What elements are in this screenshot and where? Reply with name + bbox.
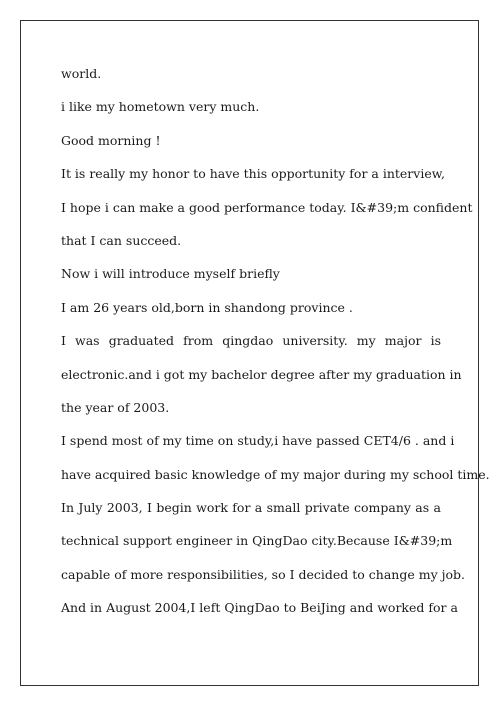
text-line: I am 26 years old,born in shandong province . bbox=[61, 299, 353, 315]
text-line: technical support engineer in QingDao city.Because I&#39;m bbox=[61, 533, 453, 549]
text-line: that I can succeed. bbox=[61, 232, 182, 248]
text-line: In July 2003, I begin work for a small private company as a bbox=[61, 500, 441, 516]
text-line: Now i will introduce myself briefly bbox=[61, 266, 280, 282]
text-line: And in August 2004,I left QingDao to BeiJing and worked for a bbox=[61, 600, 458, 616]
text-line: capable of more responsibilities, so I decided to change my job. bbox=[61, 566, 465, 582]
text-line: I hope i can make a good performance today. I&#39;m confident bbox=[61, 199, 473, 215]
document-body bbox=[61, 64, 490, 632]
text-line: electronic.and i got my bachelor degree after my graduation in bbox=[61, 366, 462, 382]
text-line: I spend most of my time on study,i have passed CET4/6 . and i bbox=[61, 433, 455, 449]
text-line: Good morning ! bbox=[61, 132, 161, 148]
text-line: It is really my honor to have this opportunity for a interview, bbox=[61, 166, 445, 182]
text-line: have acquired basic knowledge of my major during my school time. bbox=[61, 466, 490, 482]
text-line: world. bbox=[61, 66, 102, 81]
text-line: the year of 2003. bbox=[61, 399, 170, 415]
text-line: I was graduated from qingdao university. my major is bbox=[61, 333, 441, 349]
text-line: i like my hometown very much. bbox=[61, 99, 260, 115]
